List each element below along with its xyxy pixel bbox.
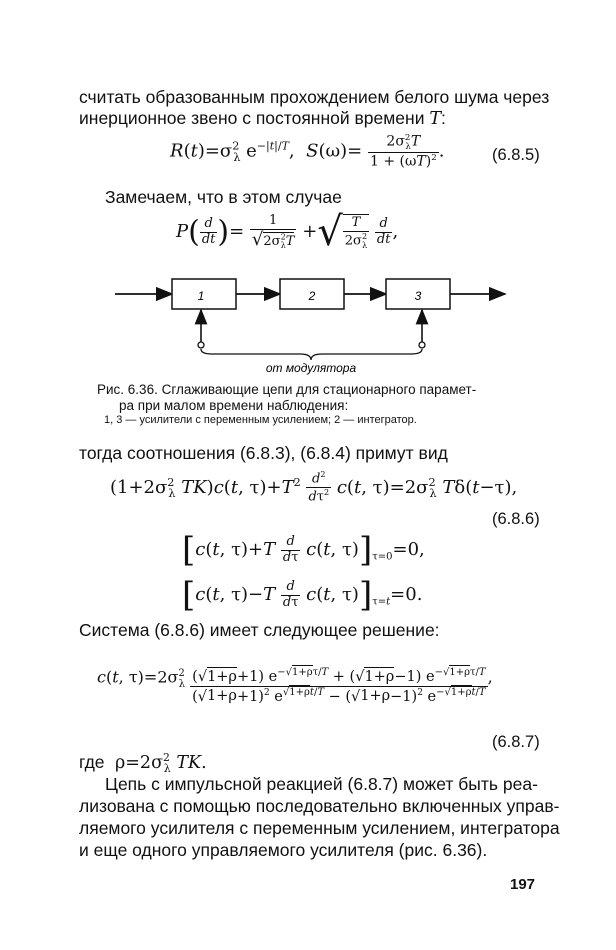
paragraph-3: тогда соотношения (6.8.3), (6.8.4) примут вид xyxy=(79,443,448,463)
paragraph-6-line-2: лизована с помощью последовательно включенных управ- xyxy=(79,796,560,816)
figure-caption-line-2: ра при малом времени наблюдения: xyxy=(119,398,349,413)
paragraph-6-line-3: ляемого усилителя с переменным усилением, интегратора xyxy=(79,818,560,838)
figure-legend: 1, 3 — усилители с переменным усилением; 2 — интегратор. xyxy=(104,414,417,426)
paragraph-6-line-1: Цепь с импульсной реакцией (6.8.7) может быть реа- xyxy=(105,774,538,794)
block-2-label: 2 xyxy=(308,289,316,303)
control-node-3 xyxy=(419,342,425,348)
equation-6-8-5: $R(t)=\sigma^2_\lambda$ $e^{-|t|/T}$, S(ω)= $\frac{2\sigma^2_\lambda T}{1 + (\omega T)^2}$ . xyxy=(170,133,445,171)
modulator-brace xyxy=(201,349,422,360)
equation-6-8-7: c(t, $\tau)=2\sigma^2_\lambda$ $\frac{(√1+\rho+1) e^{-√1+\rho\tau/T} + (√1+\rho-1) e^{-√1+\rho\tau/T}}{(√1+\rho+1)^2 e^{√1+\rho t/T} - (√1+\rho-1)^2 e^{-√1+\rho t/T}}$ , xyxy=(97,641,493,715)
rho-definition: $\rho=2\sigma^2_\lambda$ TK. xyxy=(109,751,207,776)
modulator-label: от модулятора xyxy=(265,361,357,375)
equation-6-8-6-main: ($1+2\sigma^2_\lambda$ TK)c(t, $\tau)+T^2$ $\frac{d^2}{d\tau^2}$ c(t, $\tau)=2\sigma^2_\lambda$ Tδ(t−τ), xyxy=(110,470,518,505)
page-number: 197 xyxy=(510,876,536,893)
paragraph-2: Замечаем, что в этом случае xyxy=(105,187,342,207)
boundary-condition-2: [c(t, τ)−T $\frac{d}{d\tau}$ c(t, $\tau)]_{\tau=t}=0$. xyxy=(182,575,423,615)
paragraph-1-line-2-text: инерционное звено с постоянной времени xyxy=(79,108,425,128)
paragraph-1-line-1: считать образованным прохождением белого шума через xyxy=(79,87,550,107)
equation-p-operator: P( $\frac{d}{dt}$ )= $\frac{1}{√2\sigma^2_\lambda T}$ +√ $\frac{T}{2\sigma^2_\lambda}$ $\frac{d}{dt}$ , xyxy=(176,209,399,255)
equation-6-8-6-number: (6.8.6) xyxy=(492,510,540,528)
paragraph-6-line-4: и еще одного управляемого усилителя (рис. 6.36). xyxy=(79,840,488,860)
colon: : xyxy=(441,108,446,128)
block-3-label: 3 xyxy=(414,289,422,303)
paragraph-1-line-2 xyxy=(79,107,446,130)
figure-caption-line-1: Рис. 6.36. Сглаживающие цепи для стационарного парамет- xyxy=(97,382,477,397)
paragraph-4: Система (6.8.6) имеет следующее решение: xyxy=(79,620,440,640)
figure-block-diagram xyxy=(100,270,520,375)
boundary-condition-1: [c(t, τ)+T $\frac{d}{d\tau}$ c(t, $\tau)]_{\tau=0}=0$, xyxy=(182,530,425,570)
block-1-label: 1 xyxy=(197,289,205,303)
equation-6-8-5-number: (6.8.5) xyxy=(492,146,540,164)
paragraph-5-prefix: где xyxy=(79,751,105,772)
control-node-1 xyxy=(198,342,204,348)
equation-6-8-7-number: (6.8.7) xyxy=(492,733,540,751)
variable-T: T xyxy=(429,109,442,129)
